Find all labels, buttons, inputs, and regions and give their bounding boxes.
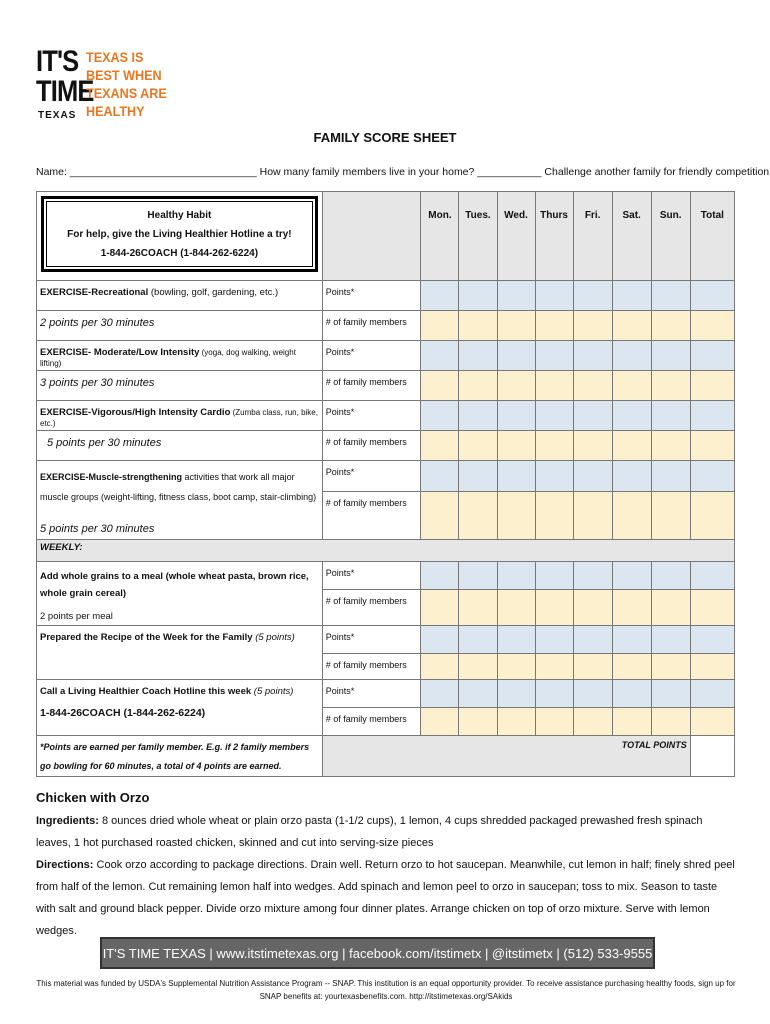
cell[interactable]	[421, 371, 459, 401]
points-rule: 5 points per 30 minutes	[40, 523, 155, 535]
cell[interactable]	[459, 311, 497, 341]
cell[interactable]	[651, 311, 690, 341]
habit-vigorous: EXERCISE-Vigorous/High Intensity Cardio (Zumba class, run, bike, etc.)	[37, 401, 323, 431]
cell[interactable]	[651, 492, 690, 540]
habit-title: Healthy Habit	[147, 209, 212, 221]
header-row	[37, 192, 735, 281]
cell[interactable]	[690, 431, 734, 461]
cell[interactable]	[573, 590, 612, 626]
habit-muscle: EXERCISE-Muscle-strengthening activities that work all major muscle groups (weight-lifting, fitness class, boot camp, stair-climbing) 5 points per 30 minutes	[37, 461, 323, 540]
cell[interactable]	[573, 492, 612, 540]
cell[interactable]	[459, 341, 497, 371]
family-label: # of family members	[322, 590, 421, 626]
table-row	[37, 680, 735, 708]
table-row	[37, 461, 735, 492]
total-points-label: TOTAL POINTS	[322, 736, 690, 777]
cell[interactable]	[612, 431, 651, 461]
family-label: # of family members	[322, 371, 421, 401]
day-wed: Wed.	[497, 192, 535, 281]
cell[interactable]	[421, 562, 459, 590]
cell[interactable]	[573, 431, 612, 461]
cell[interactable]	[497, 590, 535, 626]
habit-whole-grains: Add whole grains to a meal (whole wheat pasta, brown rice, whole grain cereal) 2 points per meal	[37, 562, 323, 626]
name-line[interactable]: Name: ________________________________ How many family members live in your home? ___________ Challenge another family for friendly competition	[36, 166, 770, 178]
cell[interactable]	[612, 401, 651, 431]
cell[interactable]	[612, 492, 651, 540]
recipe-title: Chicken with Orzo	[36, 790, 150, 805]
total-header: Total	[690, 192, 734, 281]
family-label: # of family members	[322, 431, 421, 461]
cell[interactable]	[459, 371, 497, 401]
cell[interactable]	[535, 562, 573, 590]
cell[interactable]	[690, 708, 734, 736]
cell[interactable]	[573, 311, 612, 341]
cell[interactable]	[497, 626, 535, 654]
cell[interactable]	[497, 708, 535, 736]
cell[interactable]	[497, 461, 535, 492]
cell[interactable]	[573, 371, 612, 401]
cell[interactable]	[690, 371, 734, 401]
habit-help: For help, give the Living Healthier Hotline a try!	[67, 228, 292, 240]
cell[interactable]	[612, 281, 651, 311]
cell[interactable]	[497, 680, 535, 708]
table-row	[37, 401, 735, 431]
family-label: # of family members	[322, 708, 421, 736]
cell[interactable]	[573, 654, 612, 680]
page-title: FAMILY SCORE SHEET	[313, 130, 457, 145]
tagline-2: BEST WHEN	[86, 67, 162, 83]
cell[interactable]	[690, 562, 734, 590]
cell[interactable]	[651, 401, 690, 431]
coach-phone: 1-844-26COACH (1-844-262-6224)	[40, 707, 206, 719]
cell[interactable]	[459, 492, 497, 540]
recipe-directions: Directions: Cook orzo according to package directions. Drain well. Return orzo to hot saucepan. Meanwhile, cut lemon in half; finely shred peel from half of the lemon. Cut remaining lemon half into wedges. Add spinach and lemon peel to orzo in saucepan; toss to mix. Season to taste with salt and ground black pepper. Divide orzo mixture among four dinner plates. Arrange chicken on top of orzo mixture. Serve with lemon wedges.	[36, 859, 735, 937]
cell[interactable]	[421, 401, 459, 431]
points-label: Points*	[322, 281, 421, 311]
cell[interactable]	[497, 401, 535, 431]
tagline-1: TEXAS IS	[86, 49, 144, 65]
cell[interactable]	[612, 562, 651, 590]
cell[interactable]	[535, 590, 573, 626]
cell[interactable]	[612, 708, 651, 736]
points-label: Points*	[322, 401, 421, 431]
cell[interactable]	[690, 311, 734, 341]
blank-header	[322, 192, 421, 281]
cell[interactable]	[497, 492, 535, 540]
habit-coach-call: Call a Living Healthier Coach Hotline this week (5 points) 1-844-26COACH (1-844-262-6224)	[37, 680, 323, 736]
cell[interactable]	[535, 680, 573, 708]
cell[interactable]	[651, 281, 690, 311]
logo-line-2: TIME	[36, 75, 94, 108]
cell[interactable]	[459, 562, 497, 590]
table-row	[37, 281, 735, 311]
cell[interactable]	[459, 680, 497, 708]
points-label: Points*	[322, 626, 421, 654]
cell[interactable]	[612, 371, 651, 401]
cell[interactable]	[459, 431, 497, 461]
points-label: Points*	[322, 341, 421, 371]
funding-footer: This material was funded by USDA's Supplemental Nutrition Assistance Program -- SNAP. This institution is an equal opportunity provider. To receive assistance purchasing healthy foods, sign up for SNAP benefits at: yourtexasbenefits.com. http://itstimetexas.org/SAkids	[36, 979, 736, 1001]
cell[interactable]	[690, 341, 734, 371]
cell[interactable]	[612, 680, 651, 708]
cell[interactable]	[612, 341, 651, 371]
total-points-cell[interactable]	[690, 736, 734, 777]
day-thu: Thurs	[535, 192, 573, 281]
cell[interactable]	[690, 590, 734, 626]
points-rule: 3 points per 30 minutes	[37, 371, 323, 401]
cell[interactable]	[497, 281, 535, 311]
cell[interactable]	[690, 626, 734, 654]
recipe-ingredients: Ingredients: 8 ounces dried whole wheat or plain orzo pasta (1-1/2 cups), 1 lemon, 4 cups shredded packaged prewashed fresh spinach leaves, 1 hot purchased roasted chicken, skinned and cut into serving-size pieces	[36, 815, 703, 849]
cell[interactable]	[690, 492, 734, 540]
score-table	[36, 191, 735, 777]
cell[interactable]	[690, 654, 734, 680]
cell[interactable]	[535, 654, 573, 680]
cell[interactable]	[535, 626, 573, 654]
table-row	[37, 431, 735, 461]
cell[interactable]	[459, 590, 497, 626]
cell[interactable]	[651, 371, 690, 401]
table-row	[37, 562, 735, 590]
cell[interactable]	[421, 680, 459, 708]
weekly-label: WEEKLY:	[37, 540, 735, 562]
cell[interactable]	[497, 341, 535, 371]
habit-recipe: Prepared the Recipe of the Week for the Family (5 points)	[37, 626, 323, 680]
points-label: Points*	[322, 562, 421, 590]
cell[interactable]	[421, 492, 459, 540]
table-row	[37, 341, 735, 371]
cell[interactable]	[535, 281, 573, 311]
cell[interactable]	[459, 461, 497, 492]
cell[interactable]	[421, 281, 459, 311]
cell[interactable]	[497, 654, 535, 680]
cell[interactable]	[690, 680, 734, 708]
cell[interactable]	[573, 626, 612, 654]
cell[interactable]	[497, 371, 535, 401]
points-label: Points*	[322, 680, 421, 708]
family-label: # of family members	[322, 654, 421, 680]
cell[interactable]	[535, 492, 573, 540]
cell[interactable]	[690, 401, 734, 431]
table-row	[37, 311, 735, 341]
day-mon: Mon.	[421, 192, 459, 281]
cell[interactable]	[651, 341, 690, 371]
cell[interactable]	[651, 590, 690, 626]
day-fri: Fri.	[573, 192, 612, 281]
logo-tagline	[86, 48, 167, 120]
points-rule: 2 points per meal	[40, 611, 113, 622]
family-label: # of family members	[322, 492, 421, 540]
logo-line-3: TEXAS	[38, 110, 77, 121]
cell[interactable]	[535, 401, 573, 431]
cell[interactable]	[573, 341, 612, 371]
total-row	[37, 736, 735, 777]
logo	[36, 44, 196, 124]
tagline-4: HEALTHY	[86, 103, 145, 119]
day-tue: Tues.	[459, 192, 497, 281]
cell[interactable]	[459, 708, 497, 736]
cell[interactable]	[612, 654, 651, 680]
cell[interactable]	[573, 562, 612, 590]
cell[interactable]	[421, 431, 459, 461]
cell[interactable]	[421, 461, 459, 492]
cell[interactable]	[459, 654, 497, 680]
cell[interactable]	[690, 281, 734, 311]
tagline-3: TEXANS ARE	[86, 85, 167, 101]
family-label: # of family members	[322, 311, 421, 341]
cell[interactable]	[497, 431, 535, 461]
cell[interactable]	[651, 562, 690, 590]
cell[interactable]	[535, 341, 573, 371]
habit-header	[37, 192, 323, 281]
habit-moderate: EXERCISE- Moderate/Low Intensity (yoga, dog walking, weight lifting)	[37, 341, 323, 371]
cell[interactable]	[612, 461, 651, 492]
habit-box	[43, 198, 316, 270]
cell[interactable]	[612, 626, 651, 654]
cell[interactable]	[421, 626, 459, 654]
cell[interactable]	[421, 654, 459, 680]
cell[interactable]	[459, 401, 497, 431]
cell[interactable]	[651, 626, 690, 654]
cell[interactable]	[421, 341, 459, 371]
cell[interactable]	[535, 461, 573, 492]
cell[interactable]	[535, 708, 573, 736]
cell[interactable]	[459, 281, 497, 311]
cell[interactable]	[573, 680, 612, 708]
cell[interactable]	[573, 708, 612, 736]
table-row	[37, 371, 735, 401]
cell[interactable]	[459, 626, 497, 654]
cell[interactable]	[651, 654, 690, 680]
habit-recreational: EXERCISE-Recreational (bowling, golf, gardening, etc.)	[37, 281, 323, 311]
cell[interactable]	[690, 461, 734, 492]
cell[interactable]	[651, 708, 690, 736]
cell[interactable]	[535, 311, 573, 341]
cell[interactable]	[612, 590, 651, 626]
cell[interactable]	[497, 311, 535, 341]
cell[interactable]	[573, 281, 612, 311]
cell[interactable]	[535, 431, 573, 461]
cell[interactable]	[651, 431, 690, 461]
points-rule: 2 points per 30 minutes	[37, 311, 323, 341]
cell[interactable]	[573, 461, 612, 492]
cell[interactable]	[612, 311, 651, 341]
logo-line-1: IT'S	[36, 45, 79, 78]
cell[interactable]	[497, 562, 535, 590]
habit-phone: 1-844-26COACH (1-844-262-6224)	[100, 247, 259, 259]
cell[interactable]	[535, 371, 573, 401]
cell[interactable]	[651, 680, 690, 708]
contact-banner: IT'S TIME TEXAS | www.itstimetexas.org | facebook.com/itstimetx | @itstimetx | (512) 533-9555	[100, 937, 655, 969]
points-note: *Points are earned per family member. E.g. if 2 family members go bowling for 60 minutes, a total of 4 points are earned.	[37, 736, 323, 777]
cell[interactable]	[573, 401, 612, 431]
cell[interactable]	[421, 311, 459, 341]
points-label: Points*	[322, 461, 421, 492]
cell[interactable]	[421, 590, 459, 626]
points-rule: 5 points per 30 minutes	[37, 431, 323, 461]
weekly-row	[37, 540, 735, 562]
cell[interactable]	[651, 461, 690, 492]
day-sat: Sat.	[612, 192, 651, 281]
cell[interactable]	[421, 708, 459, 736]
table-row	[37, 626, 735, 654]
day-sun: Sun.	[651, 192, 690, 281]
